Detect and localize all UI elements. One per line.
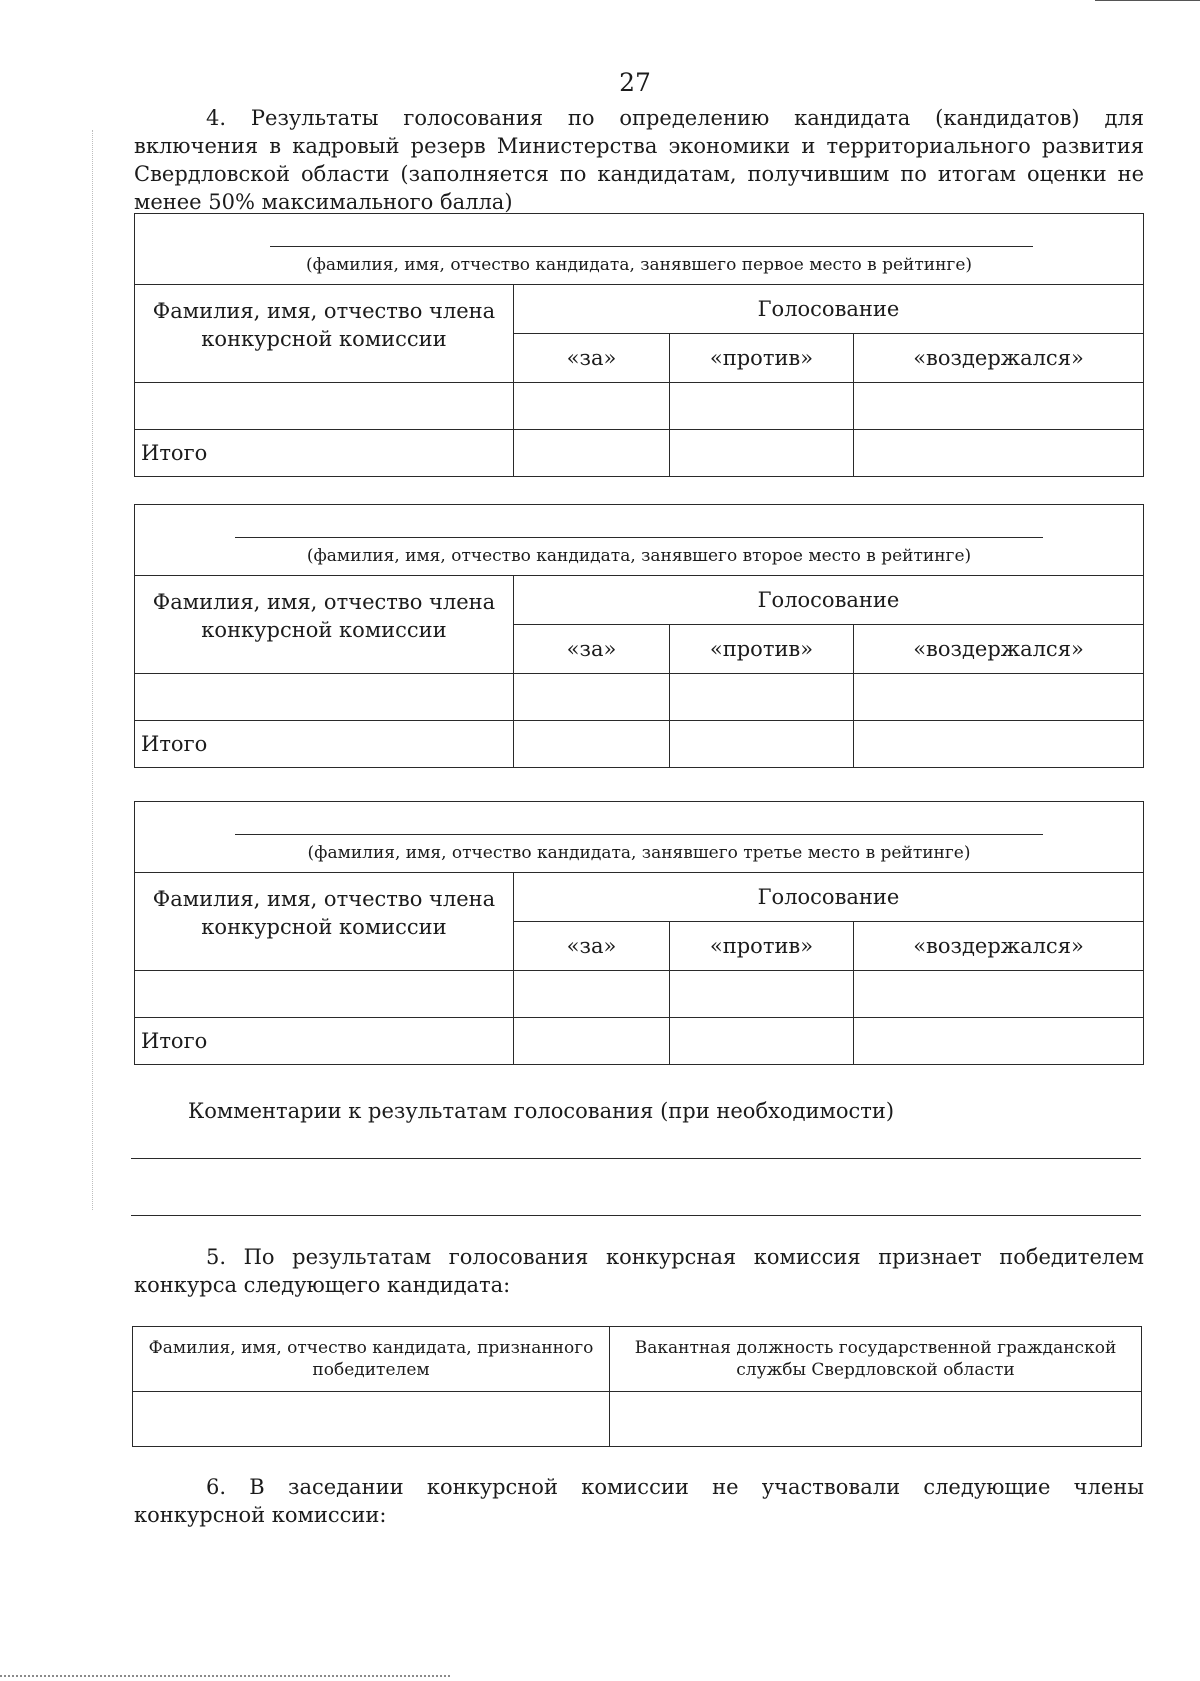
option-for: «за» [514, 922, 670, 971]
option-against: «против» [670, 334, 854, 383]
option-abstain: «воздержался» [854, 334, 1144, 383]
total-abstain-cell[interactable] [854, 1018, 1144, 1065]
comments-label: Комментарии к результатам голосования (при необходимости) [188, 1099, 895, 1123]
section-4-text: 4. Результаты голосования по определению кандидата (кандидатов) для включения в кадровый резерв Министерства экономики и территориального развития Свердловской области (заполняется по кандидатам, получившим по итогам оценки не менее 50% максимального балла) [134, 106, 1144, 214]
abstain-count-cell[interactable] [854, 971, 1144, 1018]
for-count-cell[interactable] [514, 383, 670, 430]
member-header: Фамилия, имя, отчество члена конкурсной комиссии [135, 285, 514, 383]
voting-header: Голосование [514, 285, 1144, 334]
total-abstain-cell[interactable] [854, 430, 1144, 477]
against-count-cell[interactable] [670, 674, 854, 721]
total-label: Итого [135, 1018, 514, 1065]
option-abstain: «воздержался» [854, 922, 1144, 971]
total-label: Итого [135, 721, 514, 768]
total-label: Итого [135, 430, 514, 477]
candidate-name-line [235, 537, 1043, 538]
total-against-cell[interactable] [670, 721, 854, 768]
total-abstain-cell[interactable] [854, 721, 1144, 768]
total-for-cell[interactable] [514, 721, 670, 768]
vote-table-first-place [134, 213, 1144, 477]
vacant-position-cell[interactable] [610, 1392, 1142, 1447]
for-count-cell[interactable] [514, 971, 670, 1018]
scan-margin-dots [92, 130, 95, 1210]
abstain-count-cell[interactable] [854, 674, 1144, 721]
total-for-cell[interactable] [514, 430, 670, 477]
winner-name-cell[interactable] [133, 1392, 610, 1447]
winner-name-header: Фамилия, имя, отчество кандидата, признанного победителем [133, 1327, 610, 1392]
candidate-caption: (фамилия, имя, отчество кандидата, занявшего второе место в рейтинге) [306, 546, 972, 566]
candidate-caption: (фамилия, имя, отчество кандидата, занявшего третье место в рейтинге) [307, 843, 971, 863]
option-for: «за» [514, 625, 670, 674]
voting-header: Голосование [514, 873, 1144, 922]
section-5-text: 5. По результатам голосования конкурсная комиссия признает победителем конкурса следующего кандидата: [134, 1245, 1144, 1297]
total-against-cell[interactable] [670, 1018, 854, 1065]
against-count-cell[interactable] [670, 383, 854, 430]
abstain-count-cell[interactable] [854, 383, 1144, 430]
total-against-cell[interactable] [670, 430, 854, 477]
member-name-cell[interactable] [135, 971, 514, 1018]
scan-edge-mark [1095, 0, 1200, 1]
for-count-cell[interactable] [514, 674, 670, 721]
against-count-cell[interactable] [670, 971, 854, 1018]
winner-table [132, 1326, 1142, 1447]
scan-bottom-noise [0, 1675, 450, 1677]
candidate-name-cell[interactable] [135, 214, 1144, 285]
member-name-cell[interactable] [135, 674, 514, 721]
voting-header: Голосование [514, 576, 1144, 625]
candidate-name-cell[interactable] [135, 802, 1144, 873]
option-abstain: «воздержался» [854, 625, 1144, 674]
member-header: Фамилия, имя, отчество члена конкурсной комиссии [135, 576, 514, 674]
page-number: 27 [619, 68, 651, 97]
member-name-cell[interactable] [135, 383, 514, 430]
member-header: Фамилия, имя, отчество члена конкурсной комиссии [135, 873, 514, 971]
comments-line-1[interactable] [131, 1158, 1141, 1159]
vote-table-second-place [134, 504, 1144, 768]
vacant-position-header: Вакантная должность государственной гражданской службы Свердловской области [610, 1327, 1142, 1392]
option-for: «за» [514, 334, 670, 383]
vote-table-third-place [134, 801, 1144, 1065]
option-against: «против» [670, 625, 854, 674]
candidate-name-line [270, 246, 1033, 247]
comments-line-2[interactable] [131, 1215, 1141, 1216]
candidate-name-cell[interactable] [135, 505, 1144, 576]
candidate-name-line [235, 834, 1043, 835]
candidate-caption: (фамилия, имя, отчество кандидата, занявшего первое место в рейтинге) [305, 255, 973, 275]
total-for-cell[interactable] [514, 1018, 670, 1065]
section-6-text: 6. В заседании конкурсной комиссии не участвовали следующие члены конкурсной комиссии: [134, 1475, 1144, 1527]
option-against: «против» [670, 922, 854, 971]
